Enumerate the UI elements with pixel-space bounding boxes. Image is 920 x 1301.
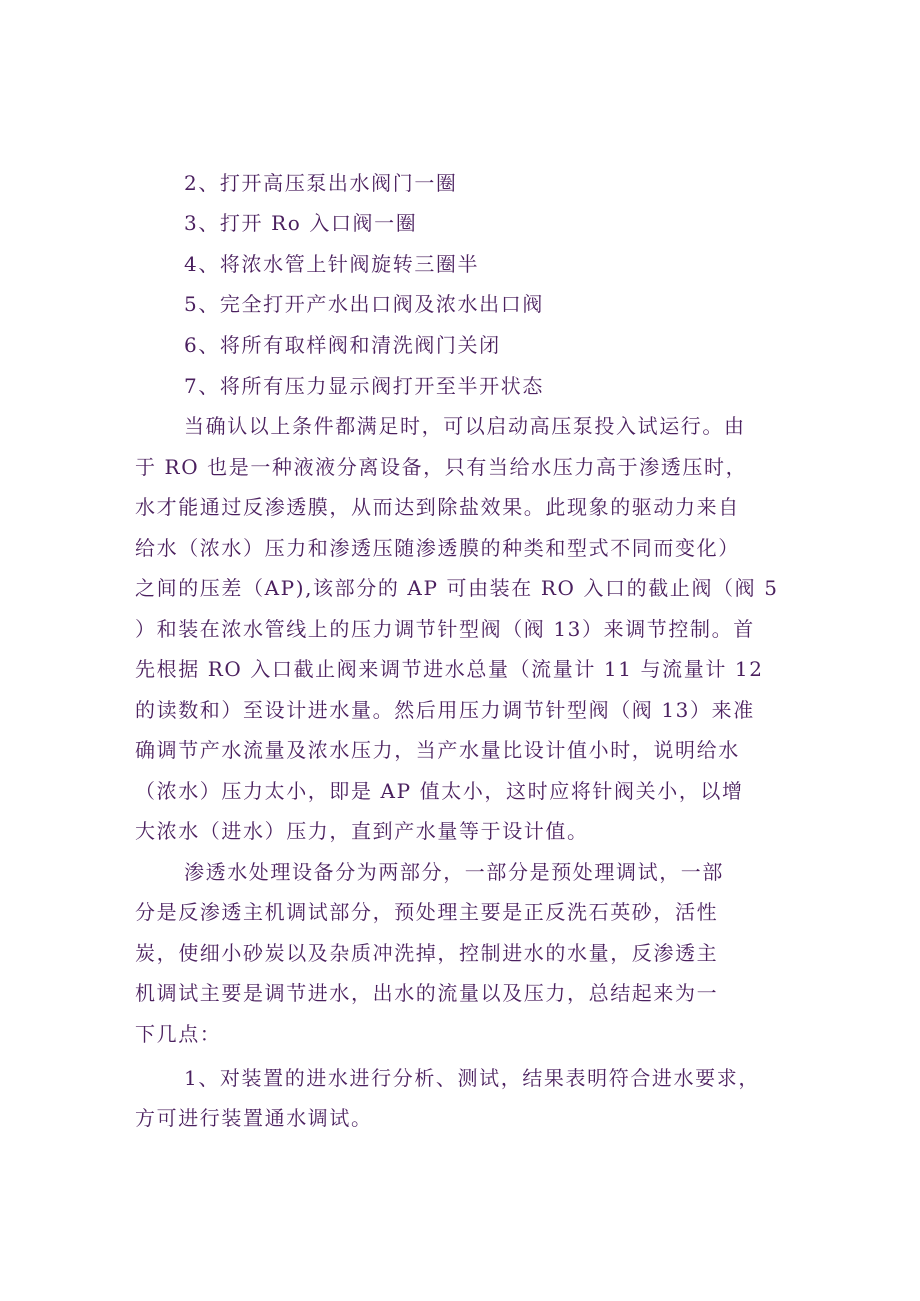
paragraph-1-line: 先根据 RO 入口截止阀来调节进水总量（流量计 11 与流量计 12 — [135, 657, 764, 681]
paragraph-1-line: 大浓水（进水）压力，直到产水量等于设计值。 — [135, 819, 589, 843]
paragraph-2-line: 炭，使细小砂炭以及杂质冲洗掉，控制进水的水量，反渗透主 — [135, 941, 719, 965]
paragraph-2-line: 下几点： — [135, 1022, 222, 1046]
paragraph-1-line: 之间的压差（AP),该部分的 AP 可由装在 RO 入口的截止阀（阀 5 — [135, 576, 779, 600]
paragraph-1-line: 确调节产水流量及浓水压力，当产水量比设计值小时，说明给水 — [135, 738, 740, 762]
paragraph-1-line: 水才能通过反渗透膜，从而达到除盐效果。此现象的驱动力来自 — [135, 495, 740, 519]
paragraph-3-line: 1、对装置的进水进行分析、测试，结果表明符合进水要求， — [184, 1066, 760, 1090]
step-6: 6、将所有取样阀和清洗阀门关闭 — [184, 333, 501, 357]
step-2: 2、打开高压泵出水阀门一圈 — [184, 171, 458, 195]
step-3: 3、打开 Ro 入口阀一圈 — [184, 211, 418, 235]
paragraph-3-line: 方可进行装置通水调试。 — [135, 1106, 373, 1130]
paragraph-1-line: 的读数和）至设计进水量。然后用压力调节针型阀（阀 13）来准 — [135, 698, 755, 722]
step-4: 4、将浓水管上针阀旋转三圈半 — [184, 252, 480, 276]
paragraph-1-line: 给水（浓水）压力和渗透压随渗透膜的种类和型式不同而变化） — [135, 536, 740, 560]
paragraph-1-line: （浓水）压力太小，即是 AP 值太小，这时应将针阀关小，以增 — [135, 779, 744, 803]
step-5: 5、完全打开产水出口阀及浓水出口阀 — [184, 292, 544, 316]
paragraph-2-line: 机调试主要是调节进水，出水的流量以及压力，总结起来为一 — [135, 981, 719, 1005]
paragraph-2-line: 渗透水处理设备分为两部分，一部分是预处理调试，一部 — [184, 860, 724, 884]
paragraph-1-line: 当确认以上条件都满足时，可以启动高压泵投入试运行。由 — [184, 414, 746, 438]
paragraph-1-line: ）和装在浓水管线上的压力调节针型阀（阀 13）来调节控制。首 — [135, 617, 755, 641]
paragraph-1-line: 于 RO 也是一种液液分离设备，只有当给水压力高于渗透压时， — [135, 455, 748, 479]
paragraph-2-line: 分是反渗透主机调试部分，预处理主要是正反洗石英砂，活性 — [135, 900, 719, 924]
step-7: 7、将所有压力显示阀打开至半开状态 — [184, 374, 544, 398]
